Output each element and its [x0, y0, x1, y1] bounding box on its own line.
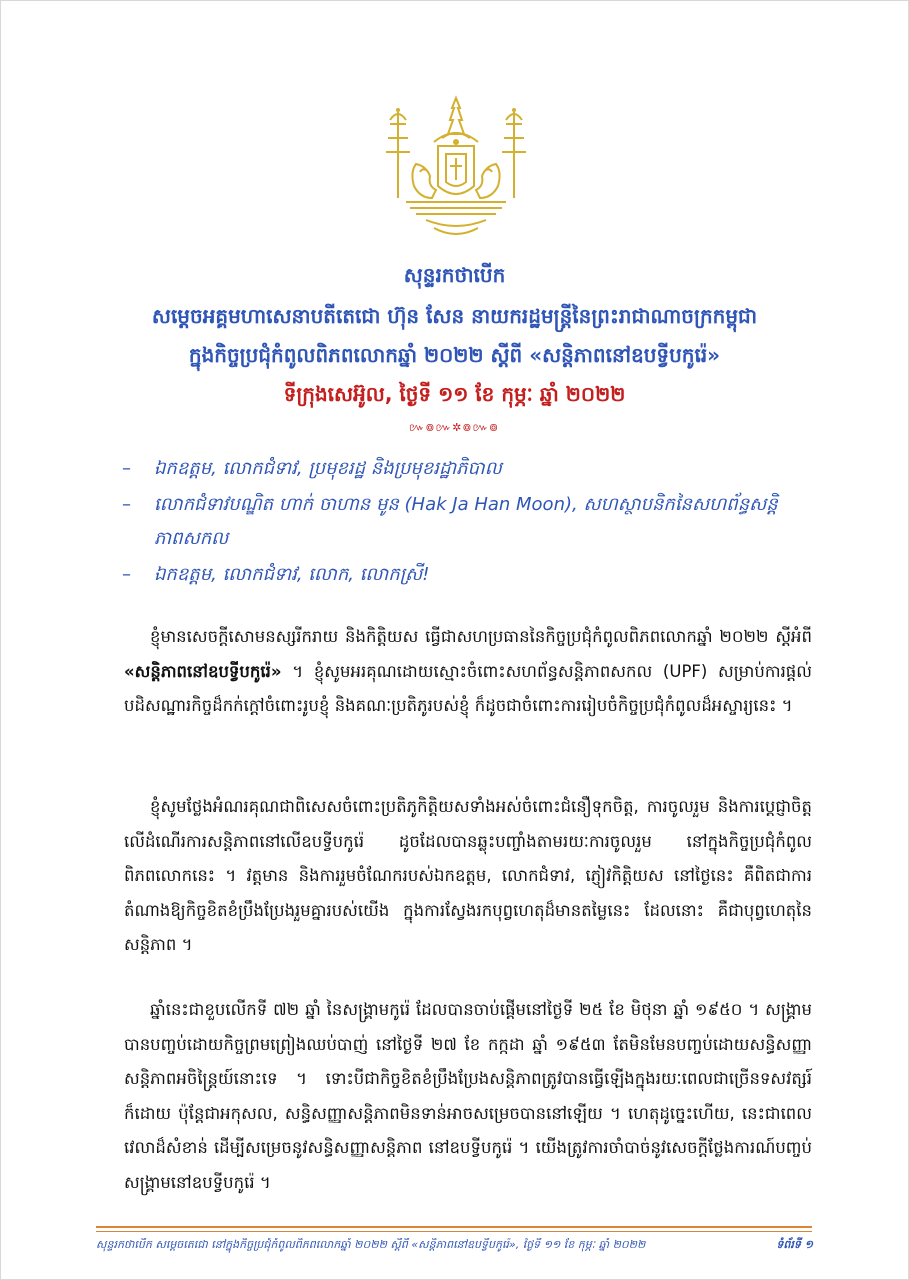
- footer-running-title: សុន្ទរកថាបើក សម្តេចតេជោ នៅក្នុងកិច្ចប្រជុំកំពូលពិភពលោកឆ្នាំ ២០២២ ស្តីពី «សន្តិភាពនៅឧបទ្វីបកូរ៉េ», ថ្ងៃទី ១១ ខែ កុម្ភៈ ឆ្នាំ ២០២២: [96, 1238, 646, 1251]
- page-number: ទំព័រទី ១: [776, 1238, 813, 1251]
- salutation-text: លោកជំទាវបណ្ឌិត ហាក់ ចាហាន មូន (Hak Ja Han Moon), សហស្ថាបនិកនៃសហព័ន្ធសន្តិភាពសកល: [154, 494, 778, 549]
- salutation-text: ឯកឧត្តម, លោកជំទាវ, លោក, លោកស្រី!: [154, 564, 430, 585]
- paragraph-text: ។ ខ្ញុំសូមអរគុណដោយស្មោះចំពោះសហព័ន្ធសន្តិភាពសកល (UPF) សម្រាប់ការផ្តល់បដិសណ្ឋារកិច្ចដ៏កក់ក្តៅចំពោះរូបខ្ញុំ និងគណៈប្រតិភូរបស់ខ្ញុំ ក៏ដូចជាចំពោះការរៀបចំកិច្ចប្រជុំកំពូលដ៏អស្ចារ្យនេះ ។: [124, 661, 812, 715]
- body-paragraph-1: [124, 620, 812, 724]
- salutation-text: ឯកឧត្តម, លោកជំទាវ, ប្រមុខរដ្ឋ និងប្រមុខរដ្ឋាភិបាល: [154, 458, 502, 479]
- speaker-line: សម្តេចអគ្គមហាសេនាបតីតេជោ ហ៊ុន សែន នាយករដ្ឋមន្ត្រីនៃព្រះរាជាណាចក្រកម្ពុជា: [151, 304, 758, 328]
- event-line: ក្នុងកិច្ចប្រជុំកំពូលពិភពលោកឆ្នាំ ២០២២ ស្តីពី «សន្តិភាពនៅឧបទ្វីបកូរ៉េ»: [188, 343, 721, 367]
- footer-divider: [96, 1226, 812, 1228]
- body-paragraph-3: ឆ្នាំនេះជាខួបលើកទី ៧២ ឆ្នាំ នៃសង្គ្រាមកូរ៉េ ដែលបានចាប់ផ្តើមនៅថ្ងៃទី ២៥ ខែ មិថុនា ឆ្នាំ ១៩៥០ ។ សង្គ្រាមបានបញ្ចប់ដោយកិច្ចព្រមព្រៀងឈប់បាញ់ នៅថ្ងៃទី ២៧ ខែ កក្កដា ឆ្នាំ ១៩៥៣ តែមិនមែនបញ្ចប់ដោយសន្ធិសញ្ញាសន្តិភាពអចិន្ត្រៃយ៍នោះទេ ។ ទោះបីជាកិច្ចខិតខំប្រឹងប្រែងសន្តិភាពត្រូវបានធ្វើឡើងក្នុងរយៈពេលជាច្រើនទសវត្សរ៍ក៏ដោយ ប៉ុន្តែជាអកុសល, សន្ធិសញ្ញាសន្តិភាពមិនទាន់អាចសម្រេចបាននៅឡើយ ។ ហេតុដូច្នេះហើយ, នេះជាពេលវេលាដ៏សំខាន់ ដើម្បីសម្រេចនូវសន្ធិសញ្ញាសន្តិភាព នៅឧបទ្វីបកូរ៉េ ។ យើងត្រូវការចាំបាច់នូវសេចក្តីថ្លែងការណ៍បញ្ចប់សង្គ្រាមនៅឧបទ្វីបកូរ៉េ ។: [124, 1000, 812, 1192]
- salutation-item: [122, 452, 822, 488]
- body-paragraph-2: ខ្ញុំសូមថ្លែងអំណរគុណជាពិសេសចំពោះប្រតិភូកិត្តិយសទាំងអស់ចំពោះជំនឿទុកចិត្ត, ការចូលរួម និងការប្តេជ្ញាចិត្ត លើដំណើរការសន្តិភាពនៅលើឧបទ្វីបកូរ៉េ ដូចដែលបានឆ្លុះបញ្ចាំងតាមរយៈការចូលរួម នៅក្នុងកិច្ចប្រជុំកំពូលពិភពលោកនេះ ។ វត្តមាន និងការរួមចំណែករបស់ឯកឧត្តម, លោកជំទាវ, ភ្ញៀវកិត្តិយស នៅថ្ងៃនេះ គឺពិតជាការតំណាងឱ្យកិច្ចខិតខំប្រឹងប្រែងរួមគ្នារបស់យើង ក្នុងការស្វែងរកបុព្វហេតុដ៏មានតម្លៃនេះ ដែលនោះ គឺជាបុព្វហេតុនៃសន្តិភាព ។: [124, 797, 812, 954]
- summit-theme-bold: «សន្តិភាពនៅឧបទ្វីបកូរ៉េ»: [124, 661, 282, 681]
- paragraph-text: ខ្ញុំមានសេចក្តីសោមនស្សរីករាយ និងកិត្តិយស ធ្វើជាសហប្រធាននៃកិច្ចប្រជុំកំពូលពិភពលោកឆ្នាំ ២០២២ ស្តីអំពី: [150, 627, 812, 646]
- place-date-line: ទីក្រុងសេអ៊ូល, ថ្ងៃទី ១១ ខែ កុម្ភៈ ឆ្នាំ ២០២២: [283, 382, 626, 406]
- salutation-dash: –: [122, 458, 131, 479]
- royal-arms-icon: [376, 94, 536, 246]
- title-ornament: ៚៙៚✲៙៚៙: [408, 421, 500, 434]
- footer-divider-thin: [96, 1231, 812, 1232]
- salutation-dash: –: [122, 564, 131, 585]
- salutation-dash: –: [122, 494, 131, 515]
- salutation-list: [122, 452, 822, 594]
- salutation-item: [122, 558, 822, 594]
- speech-title: សុន្ទរកថាបើក: [403, 263, 506, 287]
- salutation-item: [122, 488, 822, 558]
